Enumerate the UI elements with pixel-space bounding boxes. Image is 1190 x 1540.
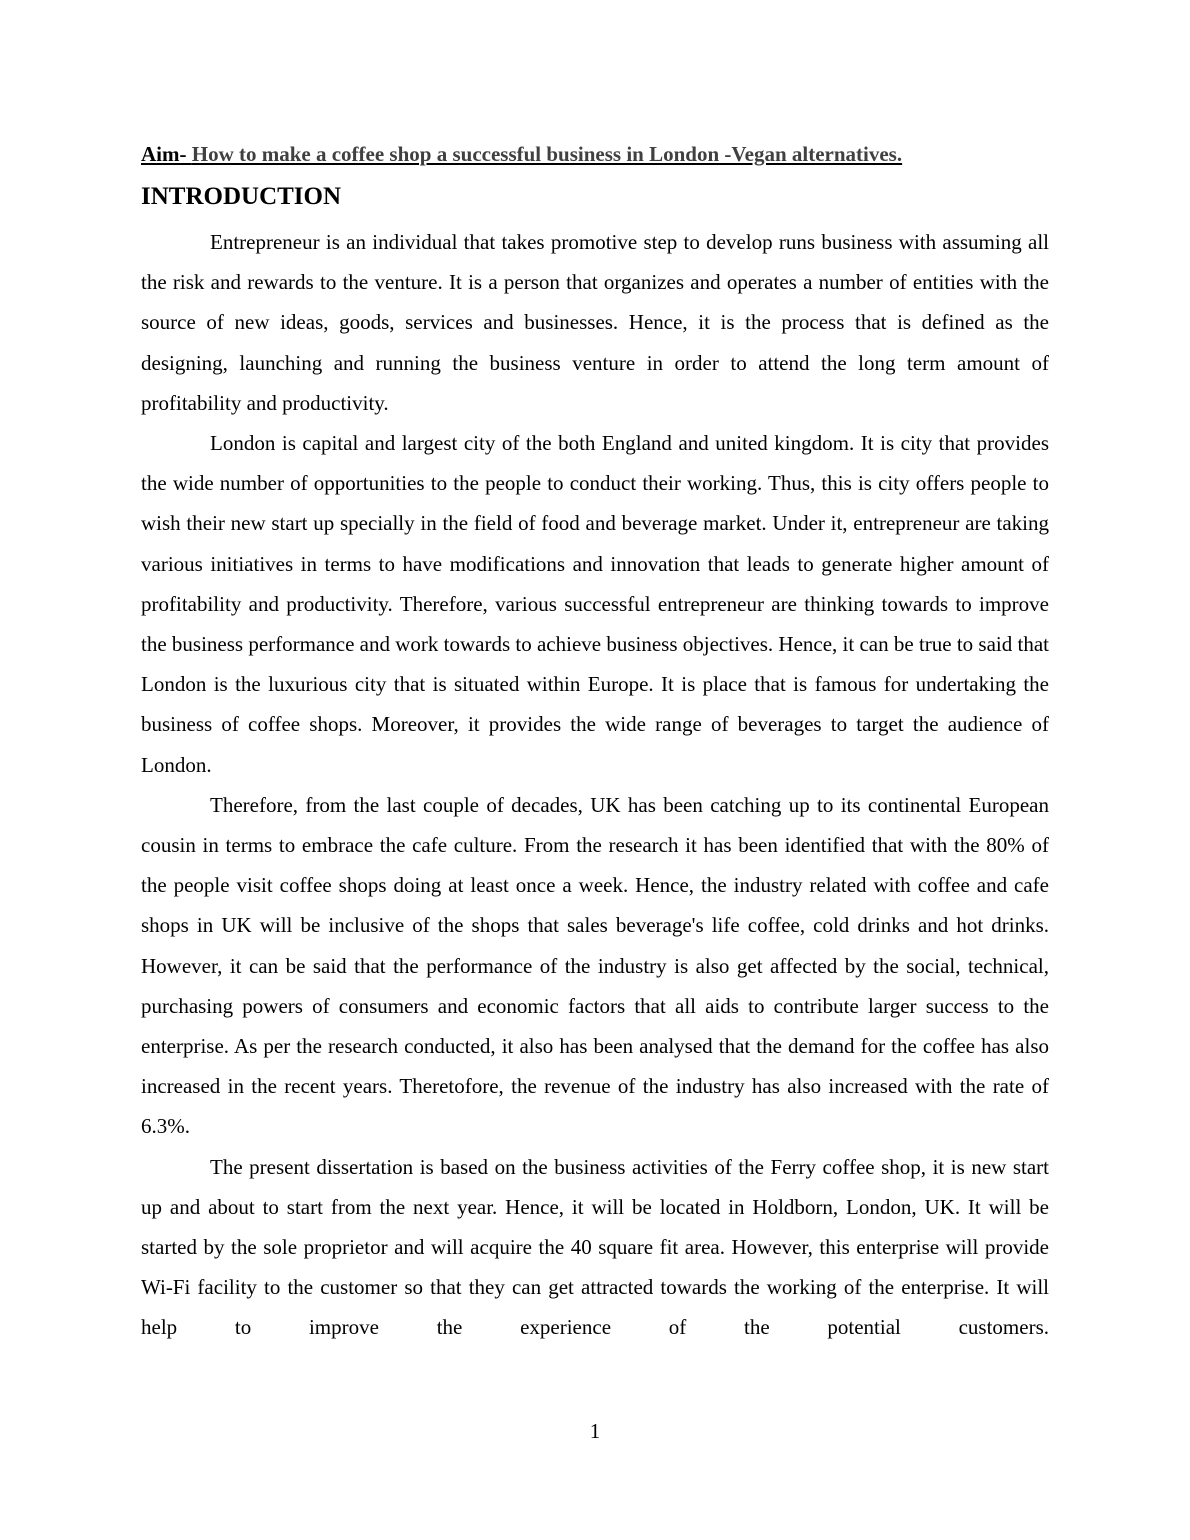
- paragraph-entrepreneur: Entrepreneur is an individual that takes promotive step to develop runs business with assuming all the risk and rewards to the venture. It is a person that organizes and operates a number of entities with the source of new ideas, goods, services and businesses. Hence, it is the process that is defined as the designing, launching and running the business venture in order to attend the long term amount of profitability and productivity.: [141, 230, 1049, 415]
- paragraph-uk-cafe-culture: Therefore, from the last couple of decades, UK has been catching up to its continental European cousin in terms to embrace the cafe culture. From the research it has been identified that with the 80% of the people visit coffee shops doing at least once a week. Hence, the industry related with coffee and cafe shops in UK will be inclusive of the shops that sales beverage's life coffee, cold drinks and hot drinks. However, it can be said that the performance of the industry is also get affected by the social, technical, purchasing powers of consumers and economic factors that all aids to contribute larger success to the enterprise. As per the research conducted, it also has been analysed that the demand for the coffee has also increased in the recent years. Theretofore, the revenue of the industry has also increased with the rate of 6.3%.: [141, 792, 1049, 1139]
- aim-statement: [141, 139, 1049, 169]
- paragraph-ferry-coffee-shop: The present dissertation is based on the business activities of the Ferry coffee shop, it is new start up and about to start from the next year. Hence, it will be located in Holdborn, London, UK. It will be started by the sole proprietor and will acquire the 40 square fit area. However, this enterprise will provide Wi-Fi facility to the customer so that they can get attracted towards the working of the enterprise. It will help to improve the experience of the potential customers.: [141, 1154, 1049, 1340]
- page-number: 1: [589, 1419, 601, 1443]
- page-content: [141, 139, 1049, 1348]
- aim-label: Aim-: [141, 142, 192, 166]
- section-heading: INTRODUCTION: [141, 183, 342, 210]
- aim-text: How to make a coffee shop a successful business in London -Vegan alternatives.: [191, 142, 903, 166]
- paragraph-london: London is capital and largest city of the both England and united kingdom. It is city that provides the wide number of opportunities to the people to conduct their working. Thus, this is city offers people to wish their new start up specially in the field of food and beverage market. Under it, entrepreneur are taking various initiatives in terms to have modifications and innovation that leads to generate higher amount of profitability and productivity. Therefore, various successful entrepreneur are thinking towards to improve the business performance and work towards to achieve business objectives. Hence, it can be true to said that London is the luxurious city that is situated within Europe. It is place that is famous for undertaking the business of coffee shops. Moreover, it provides the wide range of beverages to target the audience of London.: [141, 431, 1049, 777]
